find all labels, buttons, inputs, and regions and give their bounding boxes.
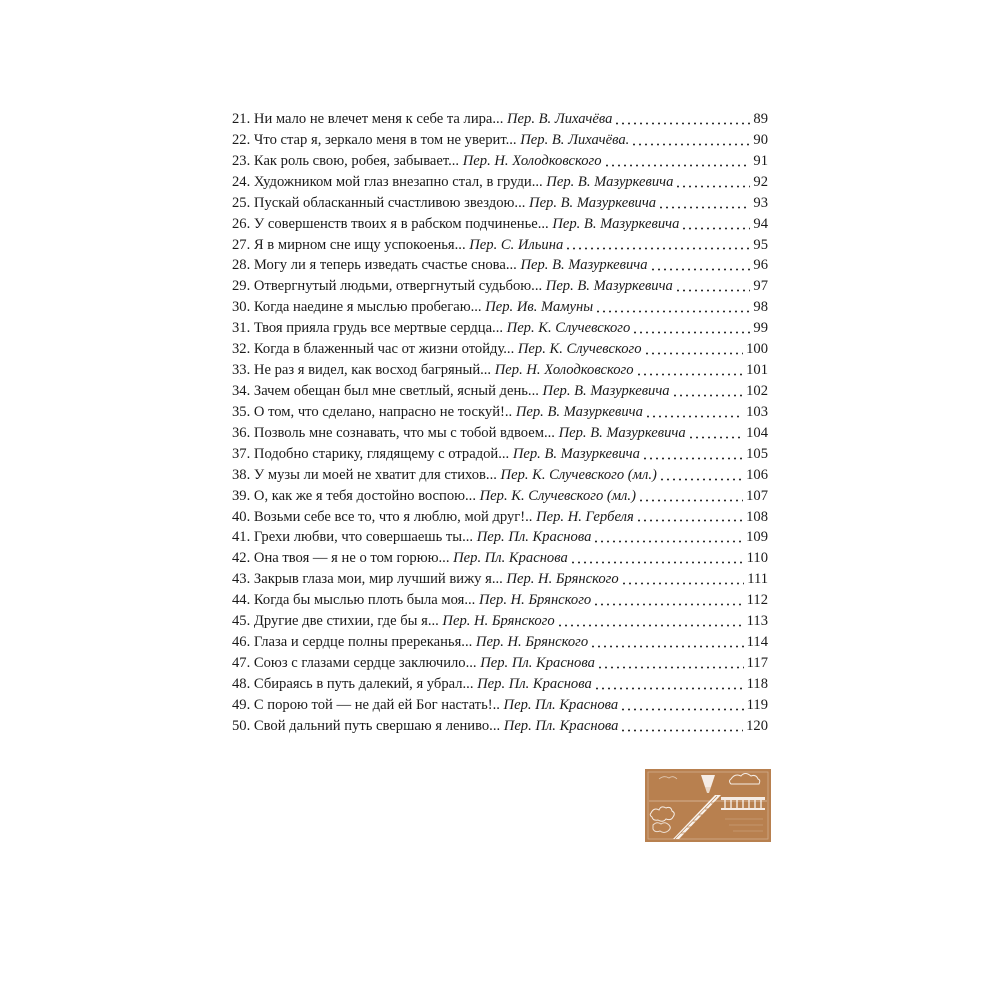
toc-dot-leader bbox=[620, 708, 743, 711]
toc-entry-number: 30. bbox=[232, 299, 251, 316]
engraved-landscape-vignette-icon bbox=[645, 769, 771, 842]
toc-dot-leader bbox=[594, 687, 744, 690]
toc-entry-page-number: 104 bbox=[746, 424, 768, 441]
toc-entry-title: Не раз я видел, как восход багряный... bbox=[253, 362, 492, 379]
toc-dot-leader bbox=[659, 478, 743, 481]
toc-entry-number: 48. bbox=[232, 675, 251, 692]
toc-entry-number: 29. bbox=[232, 278, 251, 295]
toc-entry-page-number: 107 bbox=[746, 487, 768, 504]
toc-entry-page-number: 101 bbox=[746, 362, 768, 379]
toc-dot-leader bbox=[675, 185, 750, 188]
toc-entry-number: 21. bbox=[232, 111, 251, 127]
toc-entry-text bbox=[232, 276, 673, 297]
toc-entry-page-number: 119 bbox=[746, 696, 768, 713]
toc-dot-leader bbox=[681, 227, 750, 230]
toc-entry bbox=[232, 318, 768, 339]
toc-entry-number: 32. bbox=[232, 341, 251, 358]
toc-entry-page-number: 112 bbox=[746, 592, 768, 609]
toc-entry-title: Художником мой глаз внезапно стал, в груди... bbox=[253, 173, 543, 190]
toc-entry-text bbox=[232, 465, 657, 486]
toc-entry-number: 33. bbox=[232, 362, 251, 379]
toc-entry-title: О, как же я тебя достойно воспою... bbox=[253, 487, 476, 504]
toc-entry-text bbox=[232, 318, 630, 339]
toc-entry-page-number: 103 bbox=[746, 403, 768, 420]
toc-dot-leader bbox=[593, 540, 743, 543]
toc-dot-leader bbox=[565, 247, 750, 250]
toc-entry-translator: Пер. Н. Гербеля bbox=[536, 508, 634, 525]
toc-dot-leader bbox=[688, 436, 743, 439]
toc-entry bbox=[232, 235, 768, 256]
toc-entry-title: Союз с глазами сердце заключило... bbox=[253, 654, 477, 671]
toc-entry bbox=[232, 402, 768, 423]
toc-entry bbox=[232, 590, 768, 611]
toc-entry-title: С порою той — не дай ей Бог настать!.. bbox=[253, 696, 500, 713]
toc-entry-translator: Пер. С. Ильина bbox=[469, 236, 564, 253]
toc-entry-translator: Пер. В. Мазуркевича bbox=[520, 257, 648, 274]
toc-entry-number: 24. bbox=[232, 173, 251, 190]
toc-entry-title: Она твоя — я не о том горюю... bbox=[253, 550, 450, 567]
toc-entry-number: 38. bbox=[232, 466, 251, 483]
toc-entry bbox=[232, 507, 768, 528]
toc-entry-text bbox=[232, 214, 679, 235]
toc-entry-translator: Пер. В. Лихачёва. bbox=[520, 131, 630, 148]
toc-entry-title: Позволь мне сознавать, что мы с тобой вдвоем... bbox=[253, 424, 555, 441]
toc-entry-page-number: 102 bbox=[746, 382, 768, 399]
toc-entry-text bbox=[232, 172, 673, 193]
toc-entry-page-number: 109 bbox=[746, 529, 768, 546]
toc-entry-text bbox=[232, 381, 670, 402]
toc-entry-text bbox=[232, 423, 686, 444]
toc-entry-title: Сбираясь в путь далекий, я убрал... bbox=[253, 675, 474, 692]
toc-entry-page-number: 89 bbox=[753, 111, 768, 127]
toc-entry-page-number: 92 bbox=[753, 173, 768, 190]
toc-entry-page-number: 110 bbox=[746, 550, 768, 567]
toc-entry-number: 28. bbox=[232, 257, 251, 274]
toc-entry-title: Ни мало не влечет меня к себе та лира... bbox=[253, 111, 504, 127]
toc-entry-number: 26. bbox=[232, 215, 251, 232]
toc-dot-leader bbox=[614, 122, 750, 125]
toc-entry-number: 25. bbox=[232, 194, 251, 211]
toc-entry-text bbox=[232, 611, 555, 632]
toc-entry-translator: Пер. Пл. Краснова bbox=[503, 717, 619, 734]
toc-entry bbox=[232, 527, 768, 548]
toc-entry bbox=[232, 255, 768, 276]
toc-entry-text bbox=[232, 507, 634, 528]
toc-entry-page-number: 114 bbox=[746, 634, 768, 651]
toc-dot-leader bbox=[636, 373, 744, 376]
toc-entry bbox=[232, 193, 768, 214]
toc-entry-translator: Пер. Н. Брянского bbox=[475, 634, 589, 651]
toc-entry bbox=[232, 339, 768, 360]
toc-entry-translator: Пер. В. Лихачёва bbox=[507, 111, 613, 127]
toc-entry-text bbox=[232, 674, 592, 695]
toc-entry-title: Пускай обласканный счастливою звездою... bbox=[253, 194, 526, 211]
toc-entry bbox=[232, 360, 768, 381]
toc-entry bbox=[232, 297, 768, 318]
toc-entry-title: Когда в блаженный час от жизни отойду... bbox=[253, 341, 515, 358]
toc-dot-leader bbox=[636, 519, 743, 522]
toc-entry-page-number: 98 bbox=[753, 299, 768, 316]
toc-dot-leader bbox=[593, 603, 743, 606]
toc-entry bbox=[232, 465, 768, 486]
toc-entry-translator: Пер. Н. Холодковского bbox=[462, 152, 602, 169]
toc-dot-leader bbox=[644, 352, 744, 355]
toc-entry-title: Как роль свою, робея, забывает... bbox=[253, 152, 460, 169]
toc-entry-title: Отвергнутый людьми, отвергнутый судьбою... bbox=[253, 278, 543, 295]
toc-entry-text bbox=[232, 548, 568, 569]
toc-entry-page-number: 113 bbox=[746, 613, 768, 630]
toc-entry-text bbox=[232, 486, 636, 507]
toc-entry-text bbox=[232, 695, 618, 716]
toc-entry bbox=[232, 276, 768, 297]
toc-entry bbox=[232, 716, 768, 737]
toc-dot-leader bbox=[620, 729, 743, 732]
toc-entry-page-number: 120 bbox=[746, 717, 768, 734]
toc-entry-number: 39. bbox=[232, 487, 251, 504]
toc-entry-title: Свой дальний путь свершаю я лениво... bbox=[253, 717, 501, 734]
toc-entry-number: 45. bbox=[232, 613, 251, 630]
toc-entry-title: У совершенств твоих я в рабском подчиненье... bbox=[253, 215, 549, 232]
toc-entry-translator: Пер. К. Случевского (мл.) bbox=[479, 487, 636, 504]
toc-dot-leader bbox=[570, 561, 744, 564]
toc-entry bbox=[232, 444, 768, 465]
toc-entry-page-number: 95 bbox=[753, 236, 768, 253]
toc-entry-translator: Пер. Н. Брянского bbox=[442, 613, 555, 630]
toc-entry bbox=[232, 172, 768, 193]
toc-entry-number: 27. bbox=[232, 236, 251, 253]
toc-entry-translator: Пер. Н. Холодковского bbox=[494, 362, 634, 379]
toc-dot-leader bbox=[672, 394, 744, 397]
toc-entry-translator: Пер. В. Мазуркевича bbox=[529, 194, 657, 211]
toc-entry-translator: Пер. В. Мазуркевича bbox=[558, 424, 686, 441]
toc-entry-text bbox=[232, 297, 593, 318]
toc-entry bbox=[232, 486, 768, 507]
toc-entry-number: 49. bbox=[232, 696, 251, 713]
toc-entry-title: Что стар я, зеркало меня в том не уверит... bbox=[253, 131, 517, 148]
toc-dot-leader bbox=[632, 331, 750, 334]
toc-entry-text bbox=[232, 360, 634, 381]
toc-entry-translator: Пер. Пл. Краснова bbox=[453, 550, 568, 567]
toc-entry-title: Возьми себе все то, что я люблю, мой друг!.. bbox=[253, 508, 533, 525]
toc-entry bbox=[232, 214, 768, 235]
toc-entry-page-number: 108 bbox=[746, 508, 768, 525]
toc-entry-title: О том, что сделано, напрасно не тоскуй!.. bbox=[253, 403, 513, 420]
toc-dot-leader bbox=[650, 268, 751, 271]
toc-entry-translator: Пер. В. Мазуркевича bbox=[552, 215, 680, 232]
toc-entry-translator: Пер. Ив. Мамуны bbox=[485, 299, 594, 316]
toc-entry-text bbox=[232, 255, 648, 276]
toc-entry-number: 50. bbox=[232, 717, 251, 734]
toc-entry bbox=[232, 109, 768, 130]
toc-entry-page-number: 111 bbox=[747, 571, 768, 588]
toc-entry-translator: Пер. К. Случевского (мл.) bbox=[500, 466, 657, 483]
toc-entry-title: Когда бы мыслью плоть была моя... bbox=[253, 592, 476, 609]
toc-entry-number: 40. bbox=[232, 508, 251, 525]
toc-entry-text bbox=[232, 235, 563, 256]
toc-entry-number: 43. bbox=[232, 571, 251, 588]
toc-entry-page-number: 99 bbox=[753, 320, 768, 337]
toc-entry-number: 41. bbox=[232, 529, 251, 546]
toc-entry-text bbox=[232, 653, 595, 674]
toc-dot-leader bbox=[595, 310, 750, 313]
toc-entry-text bbox=[232, 590, 591, 611]
toc-entry-text bbox=[232, 151, 602, 172]
toc-entry-number: 34. bbox=[232, 382, 251, 399]
toc-entry-title: Глаза и сердце полны пререканья... bbox=[253, 634, 473, 651]
toc-entry-page-number: 94 bbox=[753, 215, 768, 232]
toc-entry-title: Я в мирном сне ищу успокоенья... bbox=[253, 236, 466, 253]
toc-entry-page-number: 91 bbox=[753, 152, 768, 169]
toc-entry-title: Когда наедине я мыслью пробегаю... bbox=[253, 299, 482, 316]
toc-entry-title: Зачем обещан был мне светлый, ясный день... bbox=[253, 382, 539, 399]
toc-entry bbox=[232, 569, 768, 590]
toc-entry-page-number: 90 bbox=[753, 131, 768, 148]
toc-entry-number: 35. bbox=[232, 403, 251, 420]
toc-dot-leader bbox=[621, 582, 745, 585]
toc-entry-translator: Пер. Пл. Краснова bbox=[476, 529, 592, 546]
toc-entry-translator: Пер. Пл. Краснова bbox=[480, 654, 595, 671]
toc-entry-number: 46. bbox=[232, 634, 251, 651]
toc-entry-title: Закрыв глаза мои, мир лучший вижу я... bbox=[253, 571, 503, 588]
toc-entry-translator: Пер. К. Случевского bbox=[517, 341, 642, 358]
table-of-contents bbox=[232, 109, 768, 737]
toc-entry bbox=[232, 653, 768, 674]
toc-dot-leader bbox=[675, 289, 751, 292]
toc-entry-translator: Пер. В. Мазуркевича bbox=[512, 445, 640, 462]
toc-entry-title: Другие две стихии, где бы я... bbox=[253, 613, 439, 630]
toc-entry-title: У музы ли моей не хватит для стихов... bbox=[253, 466, 497, 483]
toc-entry-page-number: 105 bbox=[746, 445, 768, 462]
toc-entry bbox=[232, 151, 768, 172]
toc-entry-translator: Пер. В. Мазуркевича bbox=[515, 403, 643, 420]
toc-entry-page-number: 96 bbox=[753, 257, 768, 274]
toc-dot-leader bbox=[642, 457, 743, 460]
toc-entry-translator: Пер. Пл. Краснова bbox=[503, 696, 619, 713]
toc-entry-number: 23. bbox=[232, 152, 251, 169]
toc-entry-number: 47. bbox=[232, 654, 251, 671]
toc-entry-text bbox=[232, 527, 591, 548]
toc-entry-text bbox=[232, 444, 640, 465]
toc-dot-leader bbox=[631, 143, 750, 146]
toc-entry-page-number: 100 bbox=[746, 341, 768, 358]
toc-dot-leader bbox=[557, 624, 744, 627]
toc-entry-page-number: 117 bbox=[746, 654, 768, 671]
toc-entry-text bbox=[232, 339, 642, 360]
toc-entry bbox=[232, 632, 768, 653]
toc-entry-text bbox=[232, 130, 629, 151]
toc-entry-translator: Пер. К. Случевского bbox=[506, 320, 631, 337]
toc-entry-text bbox=[232, 109, 612, 130]
toc-entry-number: 44. bbox=[232, 592, 251, 609]
toc-entry-translator: Пер. В. Мазуркевича bbox=[545, 278, 673, 295]
toc-entry-title: Твоя прияла грудь все мертвые сердца... bbox=[253, 320, 503, 337]
toc-entry-text bbox=[232, 632, 588, 653]
toc-entry-number: 37. bbox=[232, 445, 251, 462]
toc-entry-number: 36. bbox=[232, 424, 251, 441]
toc-dot-leader bbox=[645, 415, 743, 418]
toc-entry-number: 22. bbox=[232, 131, 251, 148]
toc-entry-text bbox=[232, 402, 643, 423]
toc-entry-translator: Пер. Пл. Краснова bbox=[477, 675, 592, 692]
toc-entry-number: 31. bbox=[232, 320, 251, 337]
toc-dot-leader bbox=[604, 164, 751, 167]
toc-entry-text bbox=[232, 569, 619, 590]
toc-entry bbox=[232, 611, 768, 632]
toc-dot-leader bbox=[638, 499, 743, 502]
toc-dot-leader bbox=[658, 206, 750, 209]
toc-entry-page-number: 93 bbox=[753, 194, 768, 211]
toc-dot-leader bbox=[597, 666, 744, 669]
toc-entry bbox=[232, 674, 768, 695]
toc-entry-translator: Пер. В. Мазуркевича bbox=[546, 173, 674, 190]
toc-entry bbox=[232, 548, 768, 569]
toc-entry-translator: Пер. В. Мазуркевича bbox=[542, 382, 670, 399]
toc-entry-page-number: 118 bbox=[746, 675, 768, 692]
toc-dot-leader bbox=[590, 645, 744, 648]
toc-entry-page-number: 106 bbox=[746, 466, 768, 483]
toc-entry-text bbox=[232, 193, 656, 214]
toc-entry bbox=[232, 381, 768, 402]
toc-entry-title: Грехи любви, что совершаешь ты... bbox=[253, 529, 474, 546]
toc-entry-translator: Пер. Н. Брянского bbox=[479, 592, 592, 609]
toc-entry-title: Могу ли я теперь изведать счастье снова... bbox=[253, 257, 517, 274]
toc-entry bbox=[232, 695, 768, 716]
toc-entry-translator: Пер. Н. Брянского bbox=[506, 571, 619, 588]
toc-entry-page-number: 97 bbox=[753, 278, 768, 295]
toc-entry bbox=[232, 130, 768, 151]
toc-entry-title: Подобно старику, глядящему с отрадой... bbox=[253, 445, 510, 462]
toc-entry bbox=[232, 423, 768, 444]
toc-entry-number: 42. bbox=[232, 550, 251, 567]
toc-entry-text bbox=[232, 716, 618, 737]
